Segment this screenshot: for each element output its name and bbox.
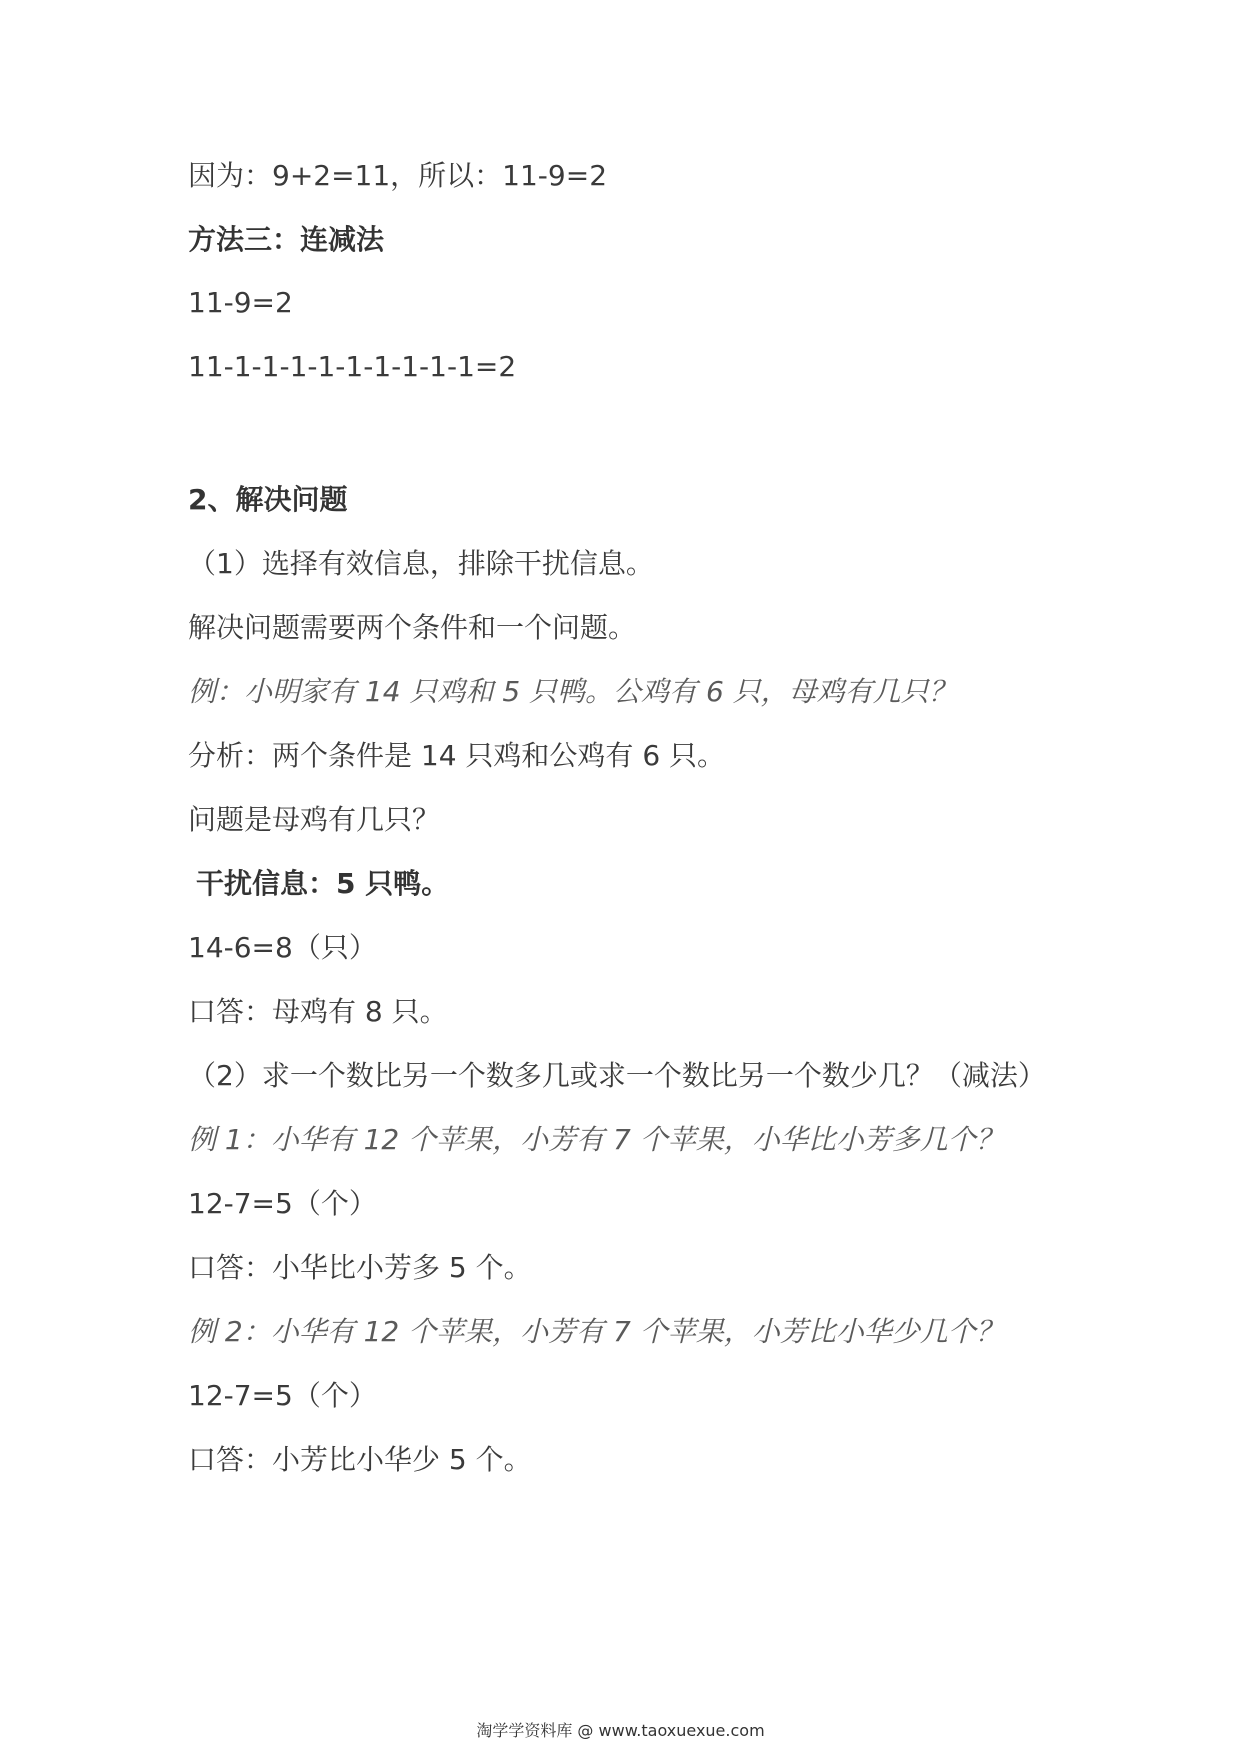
example-2-apples: 例 2：小华有 12 个苹果，小芳有 7 个苹果，小芳比小华少几个？ bbox=[188, 1315, 1004, 1348]
text-line-answer-3: 口答：小芳比小华少 5 个。 bbox=[188, 1443, 532, 1476]
heading-solve-problems: 2、解决问题 bbox=[188, 483, 348, 516]
example-1-apples: 例 1：小华有 12 个苹果，小芳有 7 个苹果，小华比小芳多几个？ bbox=[188, 1123, 1004, 1156]
text-line-answer-1: 口答：母鸡有 8 只。 bbox=[188, 995, 448, 1028]
text-line-subheading-1: （1）选择有效信息，排除干扰信息。 bbox=[188, 547, 654, 580]
heading-method-three: 方法三：连减法 bbox=[188, 223, 385, 256]
text-line-equation-2: 11-1-1-1-1-1-1-1-1-1=2 bbox=[188, 350, 517, 383]
text-line-equation-3: 14-6=8（只） bbox=[188, 931, 377, 964]
text-line-equation-5: 12-7=5（个） bbox=[188, 1379, 377, 1412]
text-line-distraction: 干扰信息：5 只鸭。 bbox=[196, 867, 450, 900]
example-chickens: 例：小明家有 14 只鸡和 5 只鸭。公鸡有 6 只，母鸡有几只？ bbox=[188, 675, 957, 708]
text-line-subheading-2: （2）求一个数比另一个数多几或求一个数比另一个数少几？（减法） bbox=[188, 1059, 1046, 1092]
text-line-equation-4: 12-7=5（个） bbox=[188, 1187, 377, 1220]
footer-watermark: 淘学学资料库 @ www.taoxuexue.com bbox=[476, 1721, 765, 1740]
text-line-equation-1: 11-9=2 bbox=[188, 286, 293, 319]
text-line-question: 问题是母鸡有几只？ bbox=[188, 803, 441, 836]
text-line-analysis: 分析：两个条件是 14 只鸡和公鸡有 6 只。 bbox=[188, 739, 726, 772]
text-line-because: 因为：9+2=11，所以：11-9=2 bbox=[188, 159, 608, 192]
text-line-answer-2: 口答：小华比小芳多 5 个。 bbox=[188, 1251, 532, 1284]
text-line-conditions: 解决问题需要两个条件和一个问题。 bbox=[188, 611, 637, 644]
